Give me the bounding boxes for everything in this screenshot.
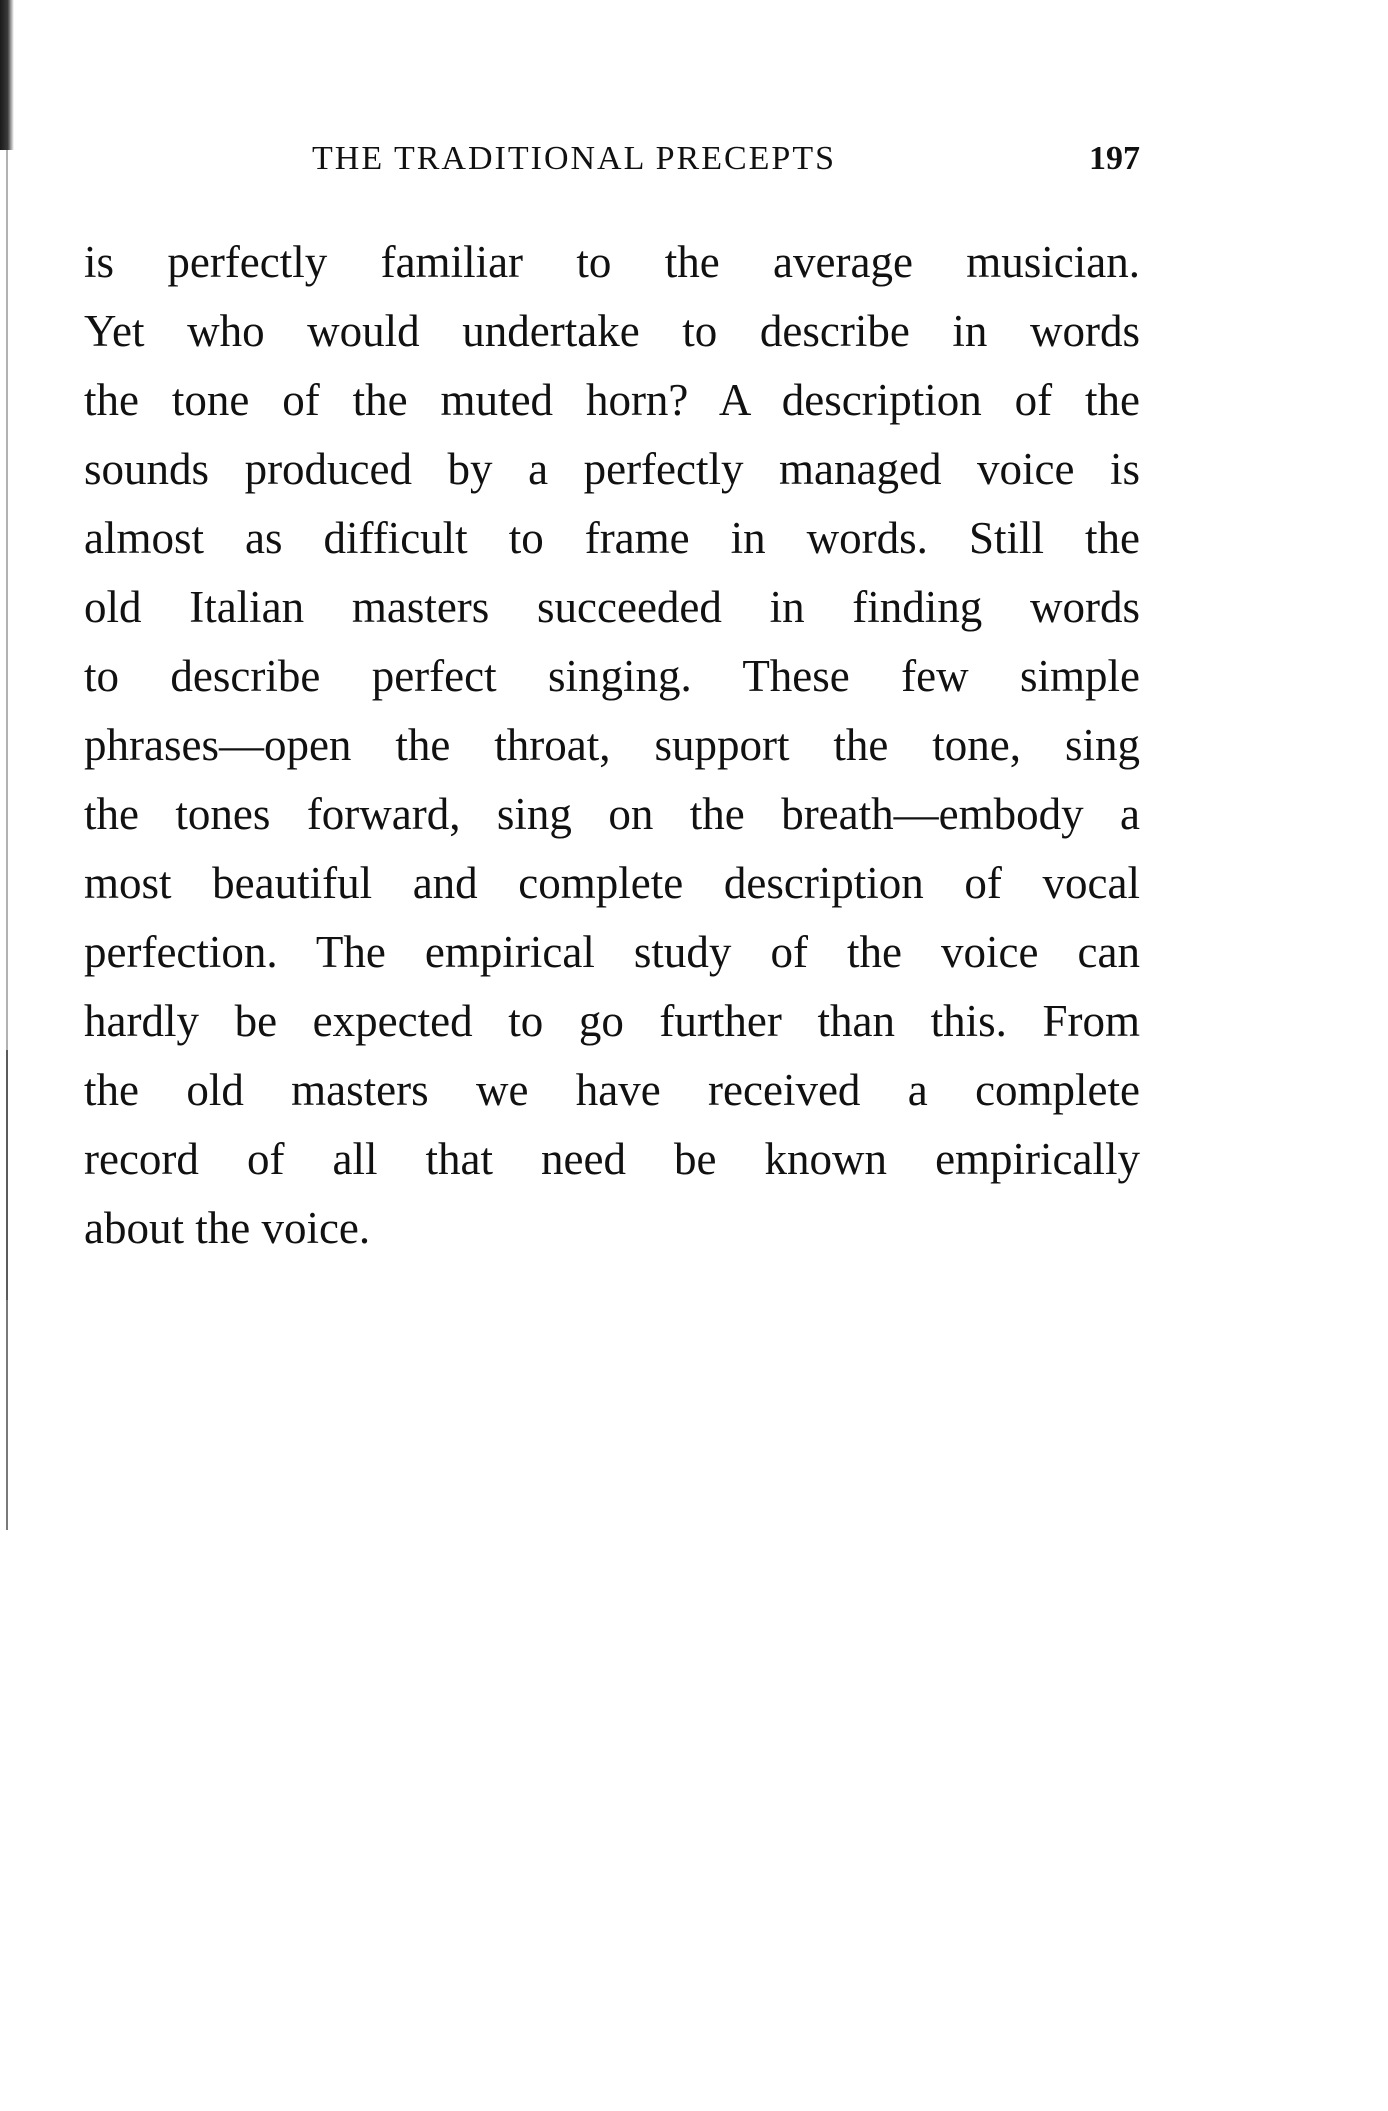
text-line: old Italian masters succeeded in finding words (84, 582, 1140, 632)
text-line: perfection. The empirical study of the voice can (84, 927, 1140, 977)
text-line: to describe perfect singing. These few simple (84, 651, 1140, 701)
text-line: Yet who would undertake to describe in words (84, 306, 1140, 356)
text-line: the old masters we have received a complete (84, 1065, 1140, 1115)
text-line: about the voice. (84, 1203, 371, 1253)
text-line: phrases—open the throat, support the tone, sing (84, 720, 1140, 770)
text-line: the tone of the muted horn? A description of the (84, 375, 1140, 425)
text-line: the tones forward, sing on the breath—embody a (84, 789, 1140, 839)
text-line: record of all that need be known empirically (84, 1134, 1140, 1184)
text-line: is perfectly familiar to the average musician. (84, 237, 1140, 287)
text-line: almost as difficult to frame in words. Still the (84, 513, 1140, 563)
body-paragraph (84, 228, 1140, 1263)
text-line: sounds produced by a perfectly managed voice is (84, 444, 1140, 494)
text-line: most beautiful and complete description of vocal (84, 858, 1140, 908)
binding-edge (0, 0, 14, 150)
text-line: hardly be expected to go further than this. From (84, 996, 1140, 1046)
running-title: THE TRADITIONAL PRECEPTS (312, 140, 836, 177)
page-number: 197 (1089, 140, 1140, 177)
running-head (84, 140, 1140, 190)
binding-shadow-line (6, 1050, 8, 1530)
